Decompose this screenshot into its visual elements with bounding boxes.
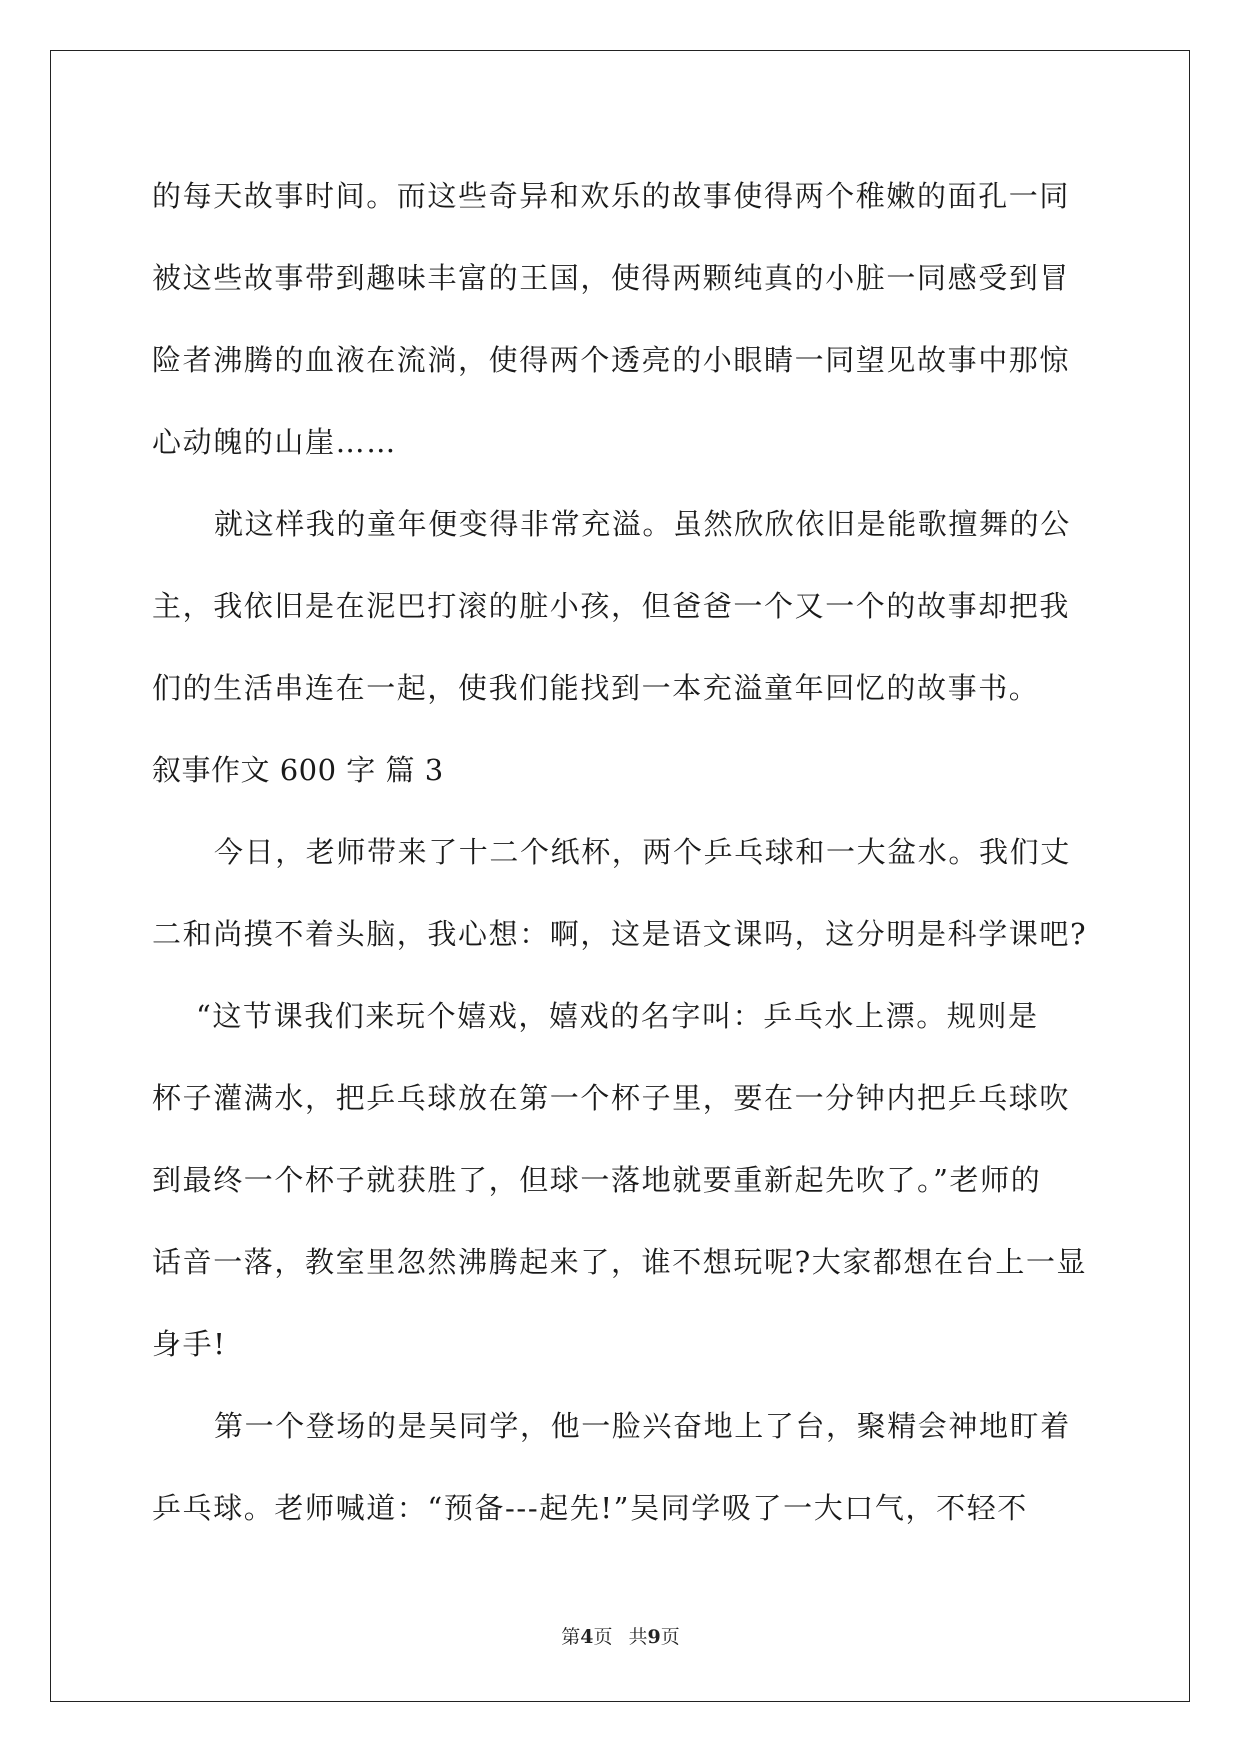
text-line: 心动魄的山崖……: [152, 425, 397, 459]
document-body: [152, 155, 1092, 1549]
total-page-number: 9: [647, 1626, 661, 1648]
text-line: 身手!: [152, 1327, 227, 1361]
text-line: 到最终一个杯子就获胜了，但球一落地就要重新起先吹了。”老师的: [152, 1163, 1042, 1197]
section-heading: 叙事作文 600 字 篇 3: [152, 753, 444, 787]
paragraph-start: 第一个登场的是吴同学，他一脸兴奋地上了台，聚精会神地盯着: [214, 1409, 1071, 1443]
text-line: 的每天故事时间。而这些奇异和欢乐的故事使得两个稚嫩的面孔一同: [152, 179, 1071, 213]
text-line: 险者沸腾的血液在流淌，使得两个透亮的小眼睛一同望见故事中那惊: [152, 343, 1071, 377]
text-line: 们的生活串连在一起，使我们能找到一本充溢童年回忆的故事书。: [152, 671, 1040, 705]
paragraph-start: “这节课我们来玩个嬉戏，嬉戏的名字叫：乒乓水上漂。规则是: [196, 999, 1039, 1033]
footer-prefix: 第: [561, 1626, 581, 1648]
text-line: 乒乓球。老师喊道：“预备---起先!”吴同学吸了一大口气，不轻不: [152, 1491, 1028, 1525]
paragraph-start: 就这样我的童年便变得非常充溢。虽然欣欣依旧是能歌擅舞的公: [214, 507, 1071, 541]
text-line: 话音一落，教室里忽然沸腾起来了，谁不想玩呢?大家都想在台上一显: [152, 1245, 1088, 1279]
text-line: 主，我依旧是在泥巴打滚的脏小孩，但爸爸一个又一个的故事却把我: [152, 589, 1071, 623]
footer-page-word: 页: [593, 1626, 613, 1648]
text-line: 杯子灌满水，把乒乓球放在第一个杯子里，要在一分钟内把乒乓球吹: [152, 1081, 1071, 1115]
footer-total-suffix: 页: [660, 1626, 680, 1648]
current-page-number: 4: [580, 1626, 594, 1648]
text-line: 被这些故事带到趣味丰富的王国，使得两颗纯真的小脏一同感受到冒: [152, 261, 1071, 295]
paragraph-start: 今日，老师带来了十二个纸杯，两个乒乓球和一大盆水。我们丈: [214, 835, 1071, 869]
page-footer: [0, 1622, 1241, 1649]
footer-total-prefix: 共: [628, 1626, 648, 1648]
text-line: 二和尚摸不着头脑，我心想：啊，这是语文课吗，这分明是科学课吧?: [152, 917, 1088, 951]
